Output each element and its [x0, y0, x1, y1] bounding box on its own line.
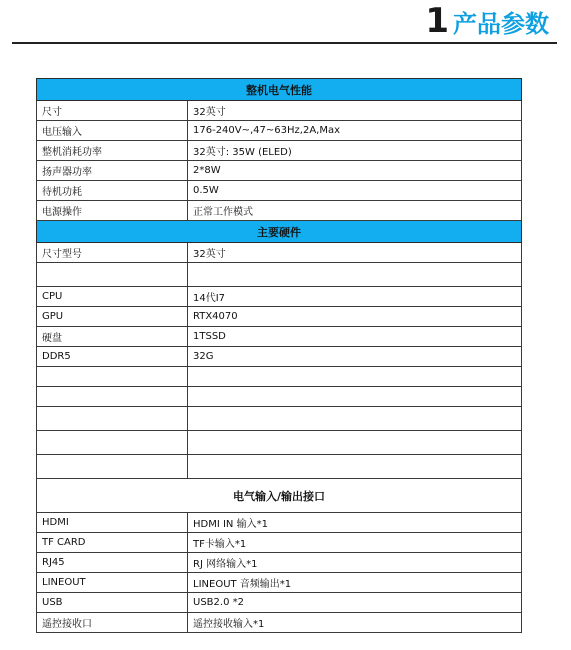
- spec-label: [37, 431, 188, 455]
- spec-value: 32G: [188, 347, 522, 367]
- spec-value: HDMI IN 输入*1: [188, 513, 522, 533]
- page-heading: [425, 2, 549, 40]
- section-header-hardware: [37, 221, 522, 243]
- section-title: 产品参数: [453, 10, 549, 38]
- table-row: [37, 347, 522, 367]
- spec-value: [188, 431, 522, 455]
- spec-label: [37, 387, 188, 407]
- table-row: [37, 101, 522, 121]
- spec-value: 正常工作模式: [188, 201, 522, 221]
- table-row: [37, 243, 522, 263]
- table-row: [37, 287, 522, 307]
- table-row: [37, 593, 522, 613]
- spec-label: 整机消耗功率: [37, 141, 188, 161]
- spec-label: 尺寸型号: [37, 243, 188, 263]
- section-header-label: 整机电气性能: [37, 79, 522, 101]
- spec-label: LINEOUT: [37, 573, 188, 593]
- section-header-io: [37, 479, 522, 513]
- spec-value: USB2.0 *2: [188, 593, 522, 613]
- spec-label: 待机功耗: [37, 181, 188, 201]
- table-row: [37, 513, 522, 533]
- spec-value: LINEOUT 音频输出*1: [188, 573, 522, 593]
- table-row: [37, 161, 522, 181]
- table-row: [37, 407, 522, 431]
- table-row: [37, 533, 522, 553]
- table-row: [37, 387, 522, 407]
- spec-value: [188, 367, 522, 387]
- spec-value: [188, 455, 522, 479]
- spec-label: 硬盘: [37, 327, 188, 347]
- spec-label: [37, 367, 188, 387]
- spec-label: USB: [37, 593, 188, 613]
- spec-label: 扬声器功率: [37, 161, 188, 181]
- spec-value: 2*8W: [188, 161, 522, 181]
- spec-label: 遥控接收口: [37, 613, 188, 633]
- table-row: [37, 263, 522, 287]
- spec-value: 1TSSD: [188, 327, 522, 347]
- spec-label: GPU: [37, 307, 188, 327]
- spec-label: HDMI: [37, 513, 188, 533]
- table-row: [37, 431, 522, 455]
- spec-value: RJ 网络输入*1: [188, 553, 522, 573]
- spec-value: 32英寸: [188, 101, 522, 121]
- spec-value: 14代I7: [188, 287, 522, 307]
- spec-value: TF卡输入*1: [188, 533, 522, 553]
- spec-value: [188, 387, 522, 407]
- section-header-electrical: [37, 79, 522, 101]
- section-header-label: 主要硬件: [37, 221, 522, 243]
- spec-value: 32英寸: [188, 243, 522, 263]
- section-header-label: 电气输入/输出接口: [37, 479, 522, 513]
- spec-value: [188, 407, 522, 431]
- spec-label: 电源操作: [37, 201, 188, 221]
- table-row: [37, 181, 522, 201]
- spec-label: CPU: [37, 287, 188, 307]
- table-row: [37, 141, 522, 161]
- spec-label: [37, 407, 188, 431]
- header-divider: [12, 42, 557, 44]
- table-row: [37, 367, 522, 387]
- spec-label: [37, 455, 188, 479]
- table-row: [37, 553, 522, 573]
- spec-label: DDR5: [37, 347, 188, 367]
- spec-value: RTX4070: [188, 307, 522, 327]
- table-row: [37, 121, 522, 141]
- spec-label: [37, 263, 188, 287]
- spec-label: 尺寸: [37, 101, 188, 121]
- spec-value: 遥控接收输入*1: [188, 613, 522, 633]
- table-row: [37, 327, 522, 347]
- table-row: [37, 201, 522, 221]
- spec-value: [188, 263, 522, 287]
- spec-value: 0.5W: [188, 181, 522, 201]
- spec-value: 32英寸: 35W (ELED): [188, 141, 522, 161]
- spec-label: RJ45: [37, 553, 188, 573]
- table-row: [37, 455, 522, 479]
- spec-value: 176-240V~,47~63Hz,2A,Max: [188, 121, 522, 141]
- table-row: [37, 613, 522, 633]
- spec-table: [36, 78, 522, 633]
- spec-label: TF CARD: [37, 533, 188, 553]
- table-row: [37, 307, 522, 327]
- section-number: 1: [425, 1, 449, 41]
- table-row: [37, 573, 522, 593]
- spec-label: 电压输入: [37, 121, 188, 141]
